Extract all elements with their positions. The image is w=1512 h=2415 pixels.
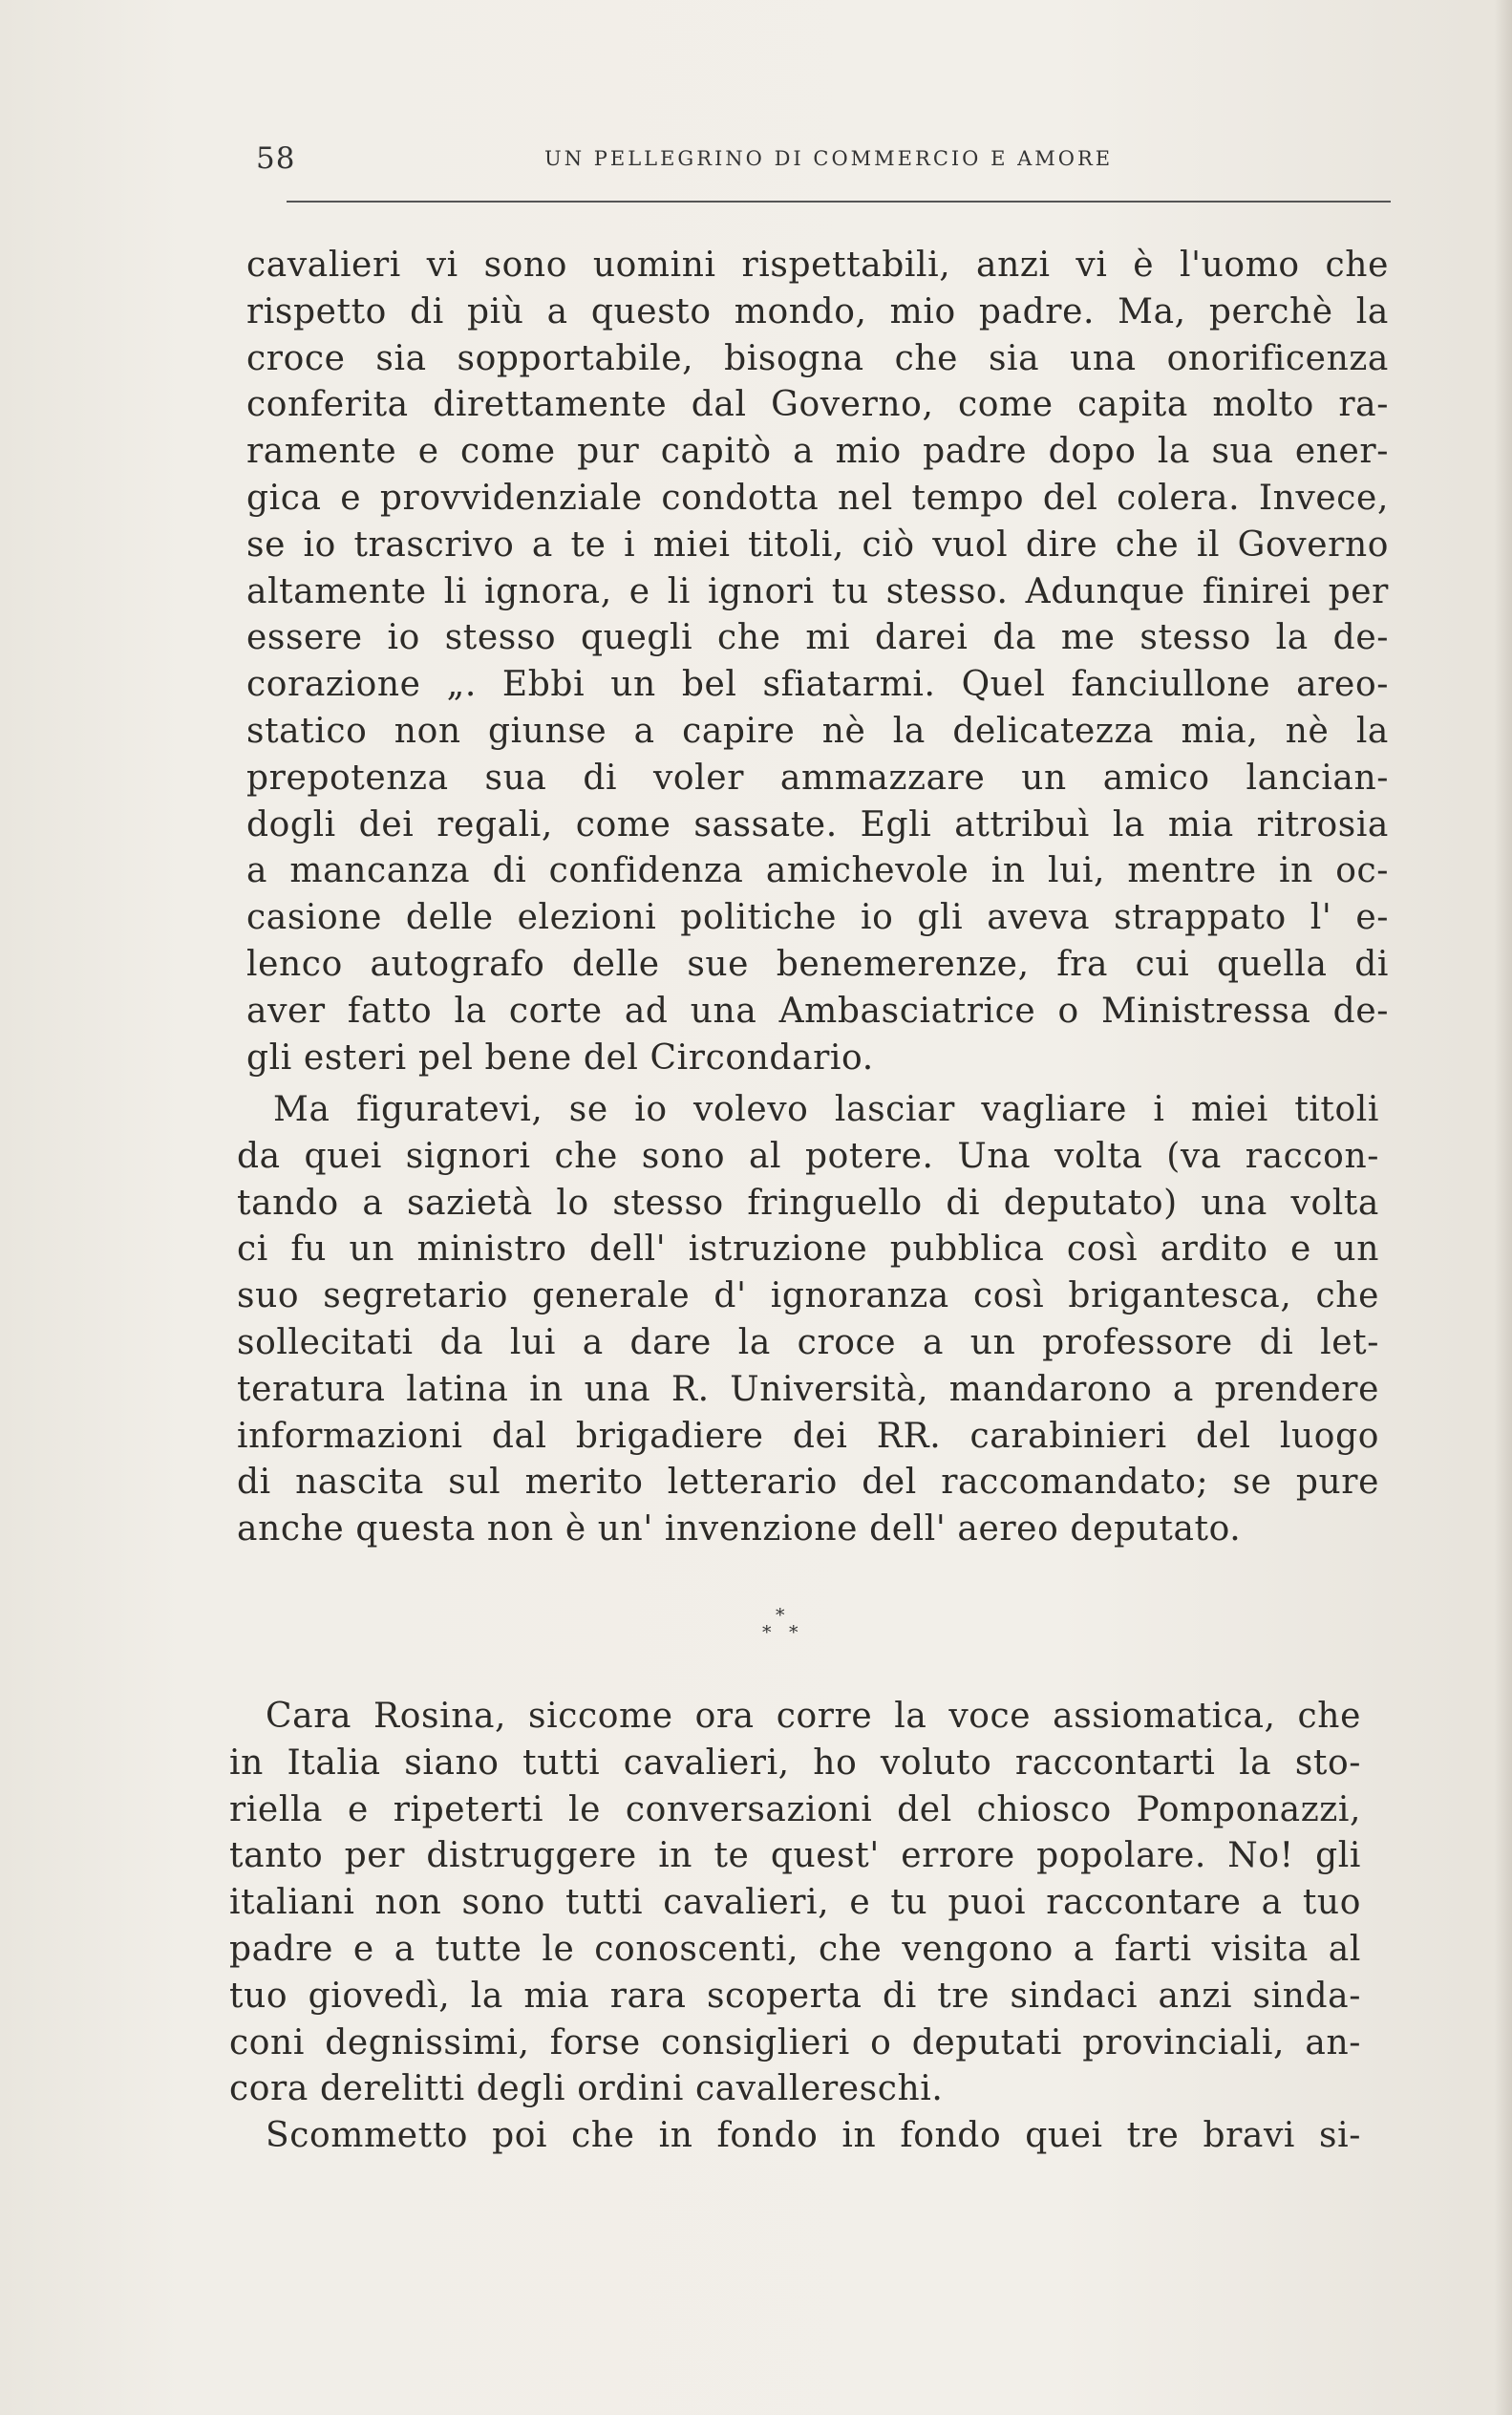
paragraph-1 xyxy=(246,243,1389,1081)
text-line: suo segretario generale d' ignoranza così brigantesca, che xyxy=(237,1276,1379,1316)
text-line: tanto per distruggere in te quest' errore popolare. No! gli xyxy=(229,1836,1361,1876)
text-line: padre e a tutte le conoscenti, che vengono a farti visita al xyxy=(229,1929,1361,1969)
text-line: coni degnissimi, forse consiglieri o deputati provinciali, an- xyxy=(229,2022,1361,2062)
text-line: tuo giovedì, la mia rara scoperta di tre sindaci anzi sinda- xyxy=(229,1976,1361,2016)
page-header xyxy=(256,141,1391,180)
text-line: casione delle elezioni politiche io gli aveva strappato l' e- xyxy=(246,898,1389,938)
text-line: gica e provvidenziale condotta nel tempo del colera. Invece, xyxy=(246,478,1389,518)
text-line: italiani non sono tutti cavalieri, e tu puoi raccontare a tuo xyxy=(229,1883,1361,1923)
text-line: rispetto di più a questo mondo, mio padre. Ma, perchè la xyxy=(246,291,1389,331)
text-line: in Italia siano tutti cavalieri, ho voluto raccontarti la sto- xyxy=(229,1742,1361,1783)
paragraph-2 xyxy=(237,1087,1379,1553)
paragraph-3 xyxy=(229,1694,1361,2160)
text-line: prepotenza sua di voler ammazzare un amico lancian- xyxy=(246,758,1389,798)
text-line: cavalieri vi sono uomini rispettabili, anzi vi è l'uomo che xyxy=(246,246,1389,285)
text-line: statico non giunse a capire nè la delicatezza mia, nè la xyxy=(246,711,1389,751)
text-line: altamente li ignora, e li ignori tu stesso. Adunque finirei per xyxy=(246,571,1389,611)
text-line: Ma figuratevi, se io volevo lasciar vagliare i miei titoli xyxy=(273,1090,1379,1129)
text-line: essere io stesso quegli che mi darei da me stesso la de- xyxy=(246,618,1389,658)
text-line: cora derelitti degli ordini cavallereschi. xyxy=(229,2069,944,2109)
text-line: di nascita sul merito letterario del raccomandato; se pure xyxy=(237,1463,1379,1503)
text-line: gli esteri pel bene del Circondario. xyxy=(246,1037,874,1078)
text-line: anche questa non è un' invenzione dell' aereo deputato. xyxy=(237,1509,1242,1549)
text-line: corazione „. Ebbi un bel sfiatarmi. Quel fanciullone areo- xyxy=(246,665,1389,705)
page-edge-shadow xyxy=(1495,0,1512,2415)
text-line: da quei signori che sono al potere. Una volta (va raccon- xyxy=(237,1136,1379,1176)
header-rule xyxy=(287,201,1391,203)
text-line: informazioni dal brigadiere dei RR. carabinieri del luogo xyxy=(237,1416,1379,1456)
text-line: teratura latina in una R. Università, mandarono a prendere xyxy=(237,1369,1379,1409)
asterism-star-top: * xyxy=(776,1605,785,1626)
asterism-star-left: * xyxy=(762,1622,772,1643)
text-line: ci fu un ministro dell' istruzione pubblica così ardito e un xyxy=(237,1229,1379,1270)
text-line: ramente e come pur capitò a mio padre dopo la sua ener- xyxy=(246,432,1389,472)
text-line: conferita direttamente dal Governo, come capita molto ra- xyxy=(246,385,1389,425)
text-line: a mancanza di confidenza amichevole in lui, mentre in oc- xyxy=(246,851,1389,891)
text-line: riella e ripeterti le conversazioni del chiosco Pomponazzi, xyxy=(229,1789,1361,1829)
section-break-asterism xyxy=(755,1605,812,1653)
text-line: dogli dei regali, come sassate. Egli attribuì la mia ritrosia xyxy=(246,804,1389,844)
text-line: Scommetto poi che in fondo in fondo quei tre bravi si- xyxy=(266,2116,1361,2156)
text-line: lenco autografo delle sue benemerenze, fra cui quella di xyxy=(246,944,1389,984)
text-line: sollecitati da lui a dare la croce a un professore di let- xyxy=(237,1322,1379,1362)
page-number: 58 xyxy=(256,141,296,176)
text-line: tando a sazietà lo stesso fringuello di deputato) una volta xyxy=(237,1183,1379,1223)
running-title: UN PELLEGRINO DI COMMERCIO E AMORE xyxy=(544,147,1114,170)
text-line: aver fatto la corte ad una Ambasciatrice o Ministressa de- xyxy=(246,991,1389,1031)
text-line: se io trascrivo a te i miei titoli, ciò vuol dire che il Governo xyxy=(246,524,1389,565)
text-line: Cara Rosina, siccome ora corre la voce assiomatica, che xyxy=(266,1697,1361,1736)
text-line: croce sia sopportabile, bisogna che sia una onorificenza xyxy=(246,338,1389,378)
asterism-star-right: * xyxy=(789,1622,799,1643)
